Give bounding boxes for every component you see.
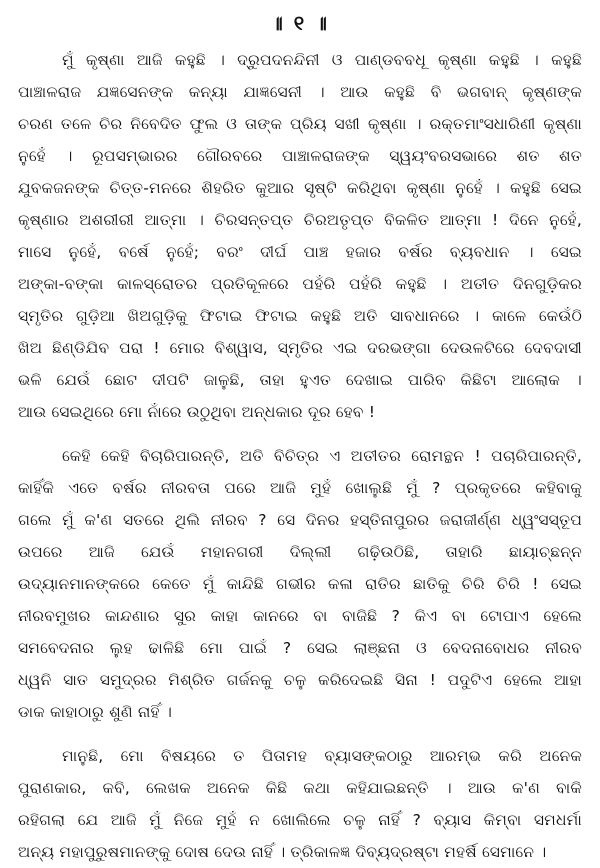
- text-line: ପୁରାଣକାର, କବି, ଲେଖକ ଅନେକ କିଛି କଥା କହିଯାଇଛନ୍ତି । ଆଉ କ'ଣ ବାକି: [18, 779, 582, 797]
- text-line: ଧ୍ୱନି ସାତ ସମୁଦ୍ରର ମିଶ୍ରିତ ଗର୍ଜନକୁ ଚଳୁ କରିଦେଇଛି ସିନା ! ପଦୁଟିଏ ହେଲେ ଆହା: [18, 671, 582, 689]
- text-line: ଗଲେ ମୁଁ କ'ଣ ସତରେ ଥିଲି ନୀରବ ? ସେ ଦିନର ହସ୍ତିନାପୁରର ଜରାଜୀର୍ଣ୍ଣ ଧ୍ୱଂସସ୍ତୂପ: [18, 511, 582, 529]
- text-line: ଆଉ ସେଇଥିରେ ମୋ ନାଁରେ ଉଠୁଥିବା ଅନ୍ଧକାର ଦୂର ହେବ !: [18, 403, 376, 421]
- text-line: ଭଳି ଯେଉଁ ଛୋଟ ଦୀପଟି ଜାଳୁଛି, ତାହା ହୁଏତ ଦେଖାଇ ପାରିବ କିଛିଟା ଆଲୋକ ।: [18, 371, 582, 389]
- text-line: ଉପରେ ଆଜି ଯେଉଁ ମହାନଗରୀ ଦିଲ୍ଲୀ ଗଢ଼ିଉଠିଛି, ତାହାରି ଛାୟାଚ୍ଛନ୍ନ: [18, 543, 582, 561]
- text-line: କାହିଁକି ଏତେ ବର୍ଷର ନୀରବତା ପରେ ଆଜି ମୁହଁ ଖୋଲୁଛି ମୁଁ ? ପ୍ରକୃତରେ କହିବାକୁ: [18, 479, 582, 497]
- text-line: ମାସେ ନୁହେଁ, ବର୍ଷେ ନୁହେଁ; ବରଂ ଦୀର୍ଘ ପାଞ୍ଚ ହଜାର ବର୍ଷର ବ୍ୟବଧାନ । ସେଇ: [18, 243, 582, 261]
- text-line: ନୀରବମୁଖର କାନ୍ଦଣାର ସୁର କାହା କାନରେ ବା ବାଜିଛି ? କିଏ ବା ଟୋପାଏ ହେଲେ: [18, 607, 582, 625]
- text-line: ମାନୁଛି, ମୋ ବିଷୟରେ ତ ପିତାମହ ବ୍ୟାସଙ୍କଠାରୁ ଆରମ୍ଭ କରି ଅନେକ: [62, 747, 582, 765]
- text-line: ମୁଁ କୃଷ୍ଣା ଆଜି କହୁଛି । ଦ୍ରୁପଦନନ୍ଦିନୀ ଓ ପାଣ୍ଡବବଧୂ କୃଷ୍ଣା କହୁଛି । କହୁଛି: [62, 51, 582, 69]
- text-line: କୃଷ୍ଣାର ଅଶରୀରୀ ଆତ୍ମା । ଚିରସନ୍ତପ୍ତ ଚିରଅତୃପ୍ତ ବିକଳିତ ଆତ୍ମା ! ଦିନେ ନୁହେଁ,: [18, 211, 582, 229]
- chapter-number-heading: ॥ ୧ ॥: [271, 11, 329, 35]
- text-line: ଡାକ କାହାଠାରୁ ଶୁଣି ନାହିଁ ।: [18, 703, 173, 721]
- text-line: ଅନ୍ୟ ମହାପୁରୁଷମାନଙ୍କୁ ଦୋଷ ଦେଉ ନାହିଁ । ତ୍ରିକାଳଜ୍ଞ ଦିବ୍ୟଦ୍ରଷ୍ଟା ମହର୍ଷି ସେମାନେ ।: [18, 843, 547, 861]
- text-line: ଯୁବକଜନଙ୍କ ଚିତ୍ତ-ମନରେ ଶିହରିତ କୁଆର ସୃଷ୍ଟି କରିଥିବା କୃଷ୍ଣା ନୁହେଁ । କହୁଛି ସେଇ: [18, 179, 582, 197]
- text-line: ରହିଗଲା ଯେ ଆଜି ମୁଁ ନିଜେ ମୁହଁ ନ ଖୋଲିଲେ ଚଳୁ ନାହିଁ ? ବ୍ୟାସ କିମ୍ବା ସମଧର୍ମା: [18, 811, 582, 829]
- text-line: ସ୍ମୃତିର ଗୁଡ଼ିଆ ଖିଅଗୁଡ଼ିକୁ ଫିଟାଇ ଫିଟାଇ କହୁଛି ଅତି ସାବଧାନରେ । କାଳେ କେଉଁଠି: [18, 307, 582, 325]
- paragraph-2: [18, 440, 582, 728]
- text-line: ଖିଅ ଛିଣ୍ଡିଯିବ ପରା ! ମୋର ବିଶ୍ୱାସ, ସ୍ମୃତିର ଏଇ ଦରଭଙ୍ଗା ଦେଉଳଟିରେ ଦେବଦାସୀ: [18, 339, 582, 357]
- paragraph-1: [18, 44, 582, 428]
- text-line: ଚରଣ ତଳେ ଚିର ନିବେଦିତ ଫୁଲ ଓ ତାଙ୍କ ପ୍ରିୟ ସଖୀ କୃଷ୍ଣା । ରକ୍ତମାଂସଧାରିଣୀ କୃଷ୍ଣା: [18, 115, 582, 133]
- text-line: ପାଞ୍ଚାଳରାଜ ଯଜ୍ଞସେନଙ୍କ କନ୍ୟା ଯାଜ୍ଞସେନୀ । ଆଉ କହୁଛି ବି ଭଗବାନ୍ କୃଷ୍ଣଙ୍କ: [18, 83, 582, 101]
- paragraph-3: [18, 740, 582, 868]
- text-line: ଉଦ୍ୟାନମାନଙ୍କରେ କେତେ ମୁଁ କାନ୍ଦିଛି ଗଭୀର କଳା ରାତିର ଛାତିକୁ ଚିରି ଚିରି ! ସେଇ: [18, 575, 582, 593]
- text-line: ନୁହେଁ । ରୂପସମ୍ଭାରର ଗୌରବରେ ପାଞ୍ଚାଳରାଜଙ୍କ ସ୍ୱୟଂବରସଭାରେ ଶତ ଶତ: [18, 147, 582, 165]
- text-line: ଅଙ୍କା-ବଙ୍କା କାଳସ୍ରୋତର ପ୍ରତିକୂଳରେ ପହଁରି ପହଁରି କହୁଛି । ଅତୀତ ଦିନଗୁଡ଼ିକର: [18, 275, 582, 293]
- text-line: କେହି କେହି ବିଚାରିପାରନ୍ତି, ଅତି ବିଚିତ୍ର ଏ ଅତୀତର ରୋମନ୍ଥନ ! ପଚାରିପାରନ୍ତି,: [62, 447, 582, 465]
- text-line: ସମବେଦନାର ଲୁହ ଢାଳିଛି ମୋ ପାଇଁ ? ସେଇ ଲାଞ୍ଛନା ଓ ବେଦନାବୋଧର ନୀରବ: [18, 639, 582, 657]
